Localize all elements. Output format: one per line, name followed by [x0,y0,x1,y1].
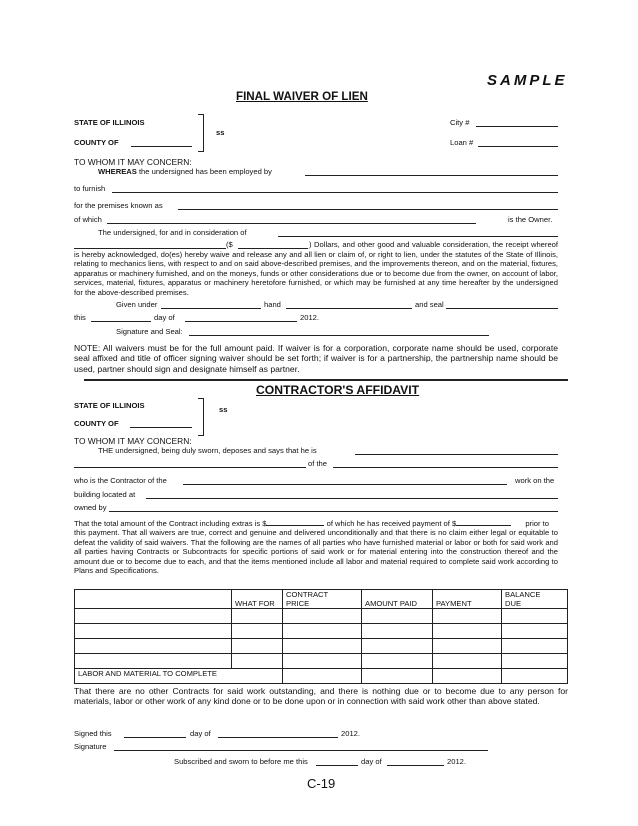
undersigned-label: The undersigned, for and in consideration of [98,228,247,237]
building-line[interactable] [146,498,558,499]
table-header-cell [75,590,232,609]
contract-type-line[interactable] [183,484,507,485]
building-label: building located at [74,490,136,499]
table-header-cell: CONTRACT PRICE [283,590,362,609]
waiver-city-label: City # [450,118,470,127]
signed-year-label: 2012. [341,729,361,738]
affidavit-state-label: STATE OF ILLINOIS [74,401,145,410]
work-on-label: work on the [515,476,555,485]
affidavit-ss-label: ss [219,405,228,414]
affidavit-county-line[interactable] [130,427,192,428]
signed-this-label: Signed this [74,729,112,738]
is-owner-label: is the Owner. [508,215,553,224]
subscribed-day-line[interactable] [316,765,358,766]
year-label: 2012. [300,313,320,322]
signed-day-of-label: day of [190,729,211,738]
waiver-body: ) Dollars, and other good and valuable consideration, the receipt whereof is hereby acknowledged, do(es) hereby waive and release any and all lien or claim of, or right to lien, under the statutes of the State of Illinois, relating to mechanics liens, with respect to and on said above-described premises, and the improvements thereon, and on the material, fixtures, apparatus or machinery furnished, and on the moneys, funds or other considerations due or to become due from the owner, on account of labor, services, material, fixtures, apparatus or machinery heretofore furnished, or which may be furnished at any time hereafter by the undersigned for the above-described premises. [74,240,558,297]
subscribed-label: Subscribed and sworn to before me this [174,757,308,766]
given-under-line[interactable] [161,308,261,309]
table-row[interactable] [75,639,568,654]
consideration-line[interactable] [278,236,558,237]
this-day-line[interactable] [91,321,151,322]
of-which-label: of which [74,215,102,224]
given-under-label: Given under [116,300,158,309]
signed-day-line[interactable] [124,737,186,738]
labor-material-label: LABOR AND MATERIAL TO COMPLETE [75,669,283,684]
company-line[interactable] [333,467,558,468]
he-is-line[interactable] [355,454,558,455]
signed-month-line[interactable] [218,737,338,738]
waiver-ss-label: ss [216,128,225,137]
contractor-of-label: who is the Contractor of the [74,476,167,485]
owner-line[interactable] [107,223,476,224]
table-header-cell: BALANCE DUE [502,590,568,609]
waiver-loan-label: Loan # [450,138,474,147]
month-line[interactable] [185,321,297,322]
title-line[interactable] [74,467,306,468]
waiver-bracket [198,114,204,152]
waiver-loan-line[interactable] [478,146,558,147]
page-number: C-19 [307,776,336,791]
waiver-county-label: COUNTY OF [74,138,119,147]
signature-label: Signature [74,742,107,751]
table-header-cell: WHAT FOR [232,590,283,609]
this-label: this [74,313,86,322]
signature-line[interactable] [114,750,488,751]
subscribed-day-of-label: day of [361,757,382,766]
contract-total-line[interactable] [266,518,324,526]
signature-seal-label: Signature and Seal: [116,327,183,336]
owned-by-label: owned by [74,503,107,512]
to-furnish-line[interactable] [112,192,558,193]
subscribed-month-line[interactable] [387,765,444,766]
waiver-state-label: STATE OF ILLINOIS [74,118,145,127]
payments-table [74,589,568,684]
table-row[interactable] [75,609,568,624]
dollar-open: ($ [226,240,233,249]
table-header-cell: AMOUNT PAID [362,590,433,609]
subscribed-year-label: 2012. [447,757,467,766]
affidavit-bracket [198,398,204,436]
waiver-county-line[interactable] [131,146,192,147]
table-row[interactable] [75,624,568,639]
table-row-labor[interactable] [75,669,568,684]
and-seal-label: and seal [415,300,444,309]
owned-by-line[interactable] [109,511,558,512]
affidavit-body: this payment. That all waivers are true, correct and genuine and delivered unconditionally and that there is no claim either legal or equitable to defeat the validity of said waivers. That the following are the names of all parties who have furnished material or labor or both for said work and all parties having Contracts or Subcontracts for specific portions of said work or for material entering into the construction thereof and the amount due or to become due to each, and that the items mentioned include all labor and material required to complete said work according to Plans and Specifications. [74,528,558,576]
premises-line[interactable] [178,209,558,210]
seal-line[interactable] [446,308,558,309]
signature-seal-line[interactable] [189,335,489,336]
day-of-label: day of [154,313,175,322]
premises-label: for the premises known as [74,201,163,210]
hand-label: hand [264,300,281,309]
affidavit-closing: That there are no other Contracts for said work outstanding, and there is nothing due or to become due to any person for materials, labor or other work of any kind done or to be done upon or in connection with said work other than above stated. [74,686,568,707]
table-header-cell: PAYMENT [433,590,502,609]
affidavit-title: CONTRACTOR'S AFFIDAVIT [256,383,420,397]
employed-by-line[interactable] [305,175,558,176]
waiver-title: FINAL WAIVER OF LIEN [236,90,368,103]
affidavit-to-whom: TO WHOM IT MAY CONCERN: [74,436,192,446]
sample-label: SAMPLE [487,72,568,89]
table-header-row [75,590,568,609]
waiver-to-whom: TO WHOM IT MAY CONCERN: [74,157,192,167]
total-amount-text: That the total amount of the Contract including extras is $ of which he has received payment of $ prior to [74,519,549,528]
waiver-note: NOTE: All waivers must be for the full amount paid. If waiver is for a corporation, corporate name should be used, corporate seal affixed and title of officer signing waiver should be set forth; if waiver is for a partnership, the partnership name should be used, partner should sign and designate himself as partner. [74,343,558,374]
section-divider [84,379,568,381]
waiver-whereas: WHEREAS the undersigned has been employed by [98,167,272,176]
affidavit-county-label: COUNTY OF [74,419,119,428]
sworn-statement: THE undersigned, being duly sworn, deposes and says that he is [98,446,317,455]
hand-line[interactable] [286,308,412,309]
waiver-city-line[interactable] [476,126,558,127]
to-furnish-label: to furnish [74,184,106,193]
payment-received-line[interactable] [456,518,511,526]
of-the-label: of the [308,459,327,468]
table-row[interactable] [75,654,568,669]
